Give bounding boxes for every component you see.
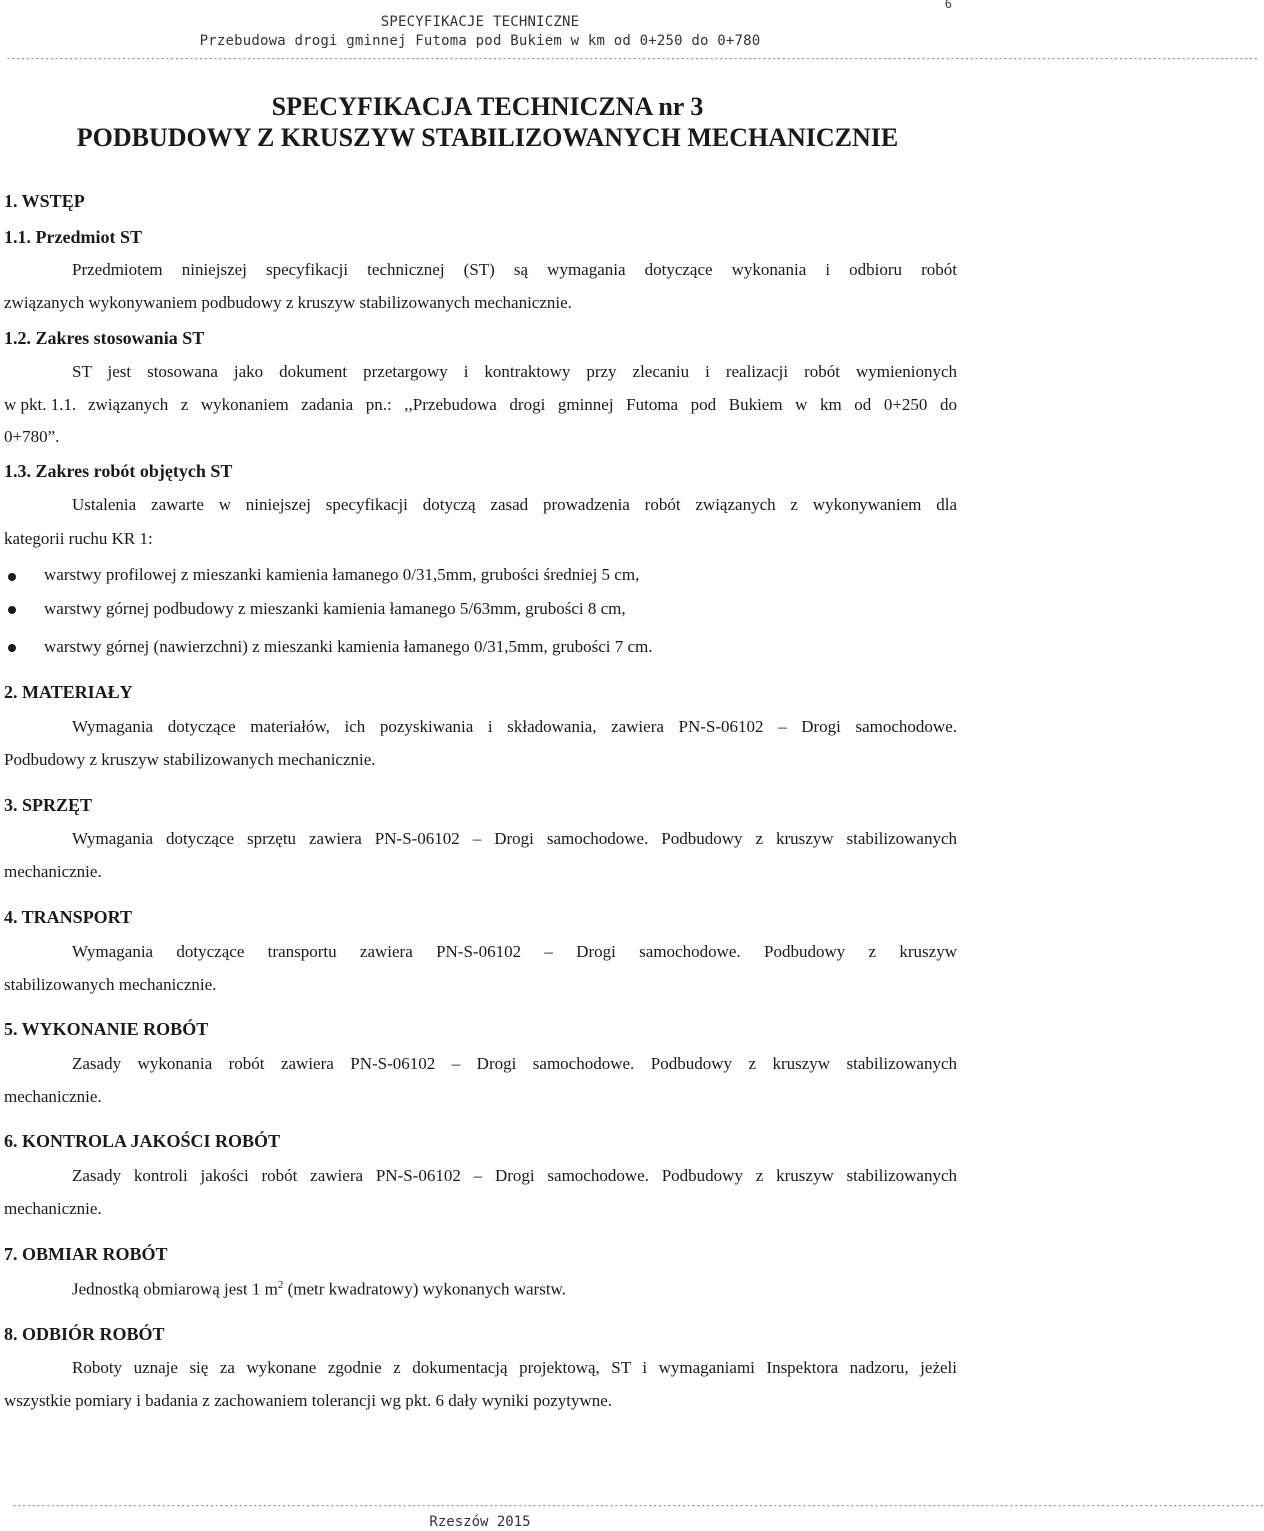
bullet-dot bbox=[8, 573, 16, 581]
section-8-line2: wszystkie pomiary i badania z zachowaniem tolerancji wg pkt. 6 dały wyniki pozytywne. bbox=[4, 1391, 613, 1410]
section-4-heading: 4. TRANSPORT bbox=[4, 907, 133, 927]
document-title-line1: SPECYFIKACJA TECHNICZNA nr 3 bbox=[271, 92, 704, 121]
section-8-heading: 8. ODBIÓR ROBÓT bbox=[4, 1324, 165, 1344]
section-2-line2: Podbudowy z kruszyw stabilizowanych mechanicznie. bbox=[4, 750, 376, 769]
section-1-2-line2: związanych z wykonaniem zadania pn.: ,,Przebudowa drogi gminnej Futoma pod Bukiem w km od 0+250 do bbox=[88, 395, 957, 414]
header-subtitle: Przebudowa drogi gminnej Futoma pod Bukiem w km od 0+250 do 0+780 bbox=[199, 33, 761, 49]
section-4-line1: Wymagania dotyczące transportu zawiera PN-S-06102 – Drogi samochodowe. Podbudowy z kruszyw bbox=[72, 942, 957, 961]
section-1-1-line1: Przedmiotem niniejszej specyfikacji technicznej (ST) są wymagania dotyczące wykonania i odbioru robót bbox=[72, 260, 957, 279]
section-3-line1: Wymagania dotyczące sprzętu zawiera PN-S-06102 – Drogi samochodowe. Podbudowy z kruszyw stabilizowanych bbox=[72, 829, 957, 848]
section-2-heading: 2. MATERIAŁY bbox=[4, 682, 133, 702]
section-1-2-pkt: w pkt. 1.1. bbox=[4, 395, 77, 414]
list-item: warstwy profilowej z mieszanki kamienia łamanego 0/31,5mm, grubości średniej 5 cm, bbox=[44, 565, 640, 584]
section-3-line2: mechanicznie. bbox=[4, 862, 102, 881]
section-2-line1: Wymagania dotyczące materiałów, ich pozyskiwania i składowania, zawiera PN-S-06102 – Drogi samochodowe. bbox=[72, 717, 957, 736]
footer-location-year: Rzeszów 2015 bbox=[429, 1514, 531, 1530]
bullet-dot bbox=[8, 606, 16, 614]
section-7-text-after: (metr kwadratowy) wykonanych warstw. bbox=[283, 1279, 566, 1299]
section-1-1-heading: 1.1. Przedmiot ST bbox=[4, 227, 142, 247]
section-4-line2: stabilizowanych mechanicznie. bbox=[4, 975, 217, 994]
section-5-heading: 5. WYKONANIE ROBÓT bbox=[4, 1019, 209, 1039]
section-6-line1: Zasady kontroli jakości robót zawiera PN-S-06102 – Drogi samochodowe. Podbudowy z kruszyw stabilizowanych bbox=[72, 1166, 957, 1185]
section-1-2-heading: 1.2. Zakres stosowania ST bbox=[4, 328, 205, 348]
section-5-line2: mechanicznie. bbox=[4, 1087, 102, 1106]
section-1-3-line1: Ustalenia zawarte w niniejszej specyfikacji dotyczą zasad prowadzenia robót związanych z wykonywaniem dla bbox=[72, 495, 957, 514]
section-3-heading: 3. SPRZĘT bbox=[4, 795, 93, 815]
section-1-1-line2: związanych wykonywaniem podbudowy z kruszyw stabilizowanych mechanicznie. bbox=[4, 293, 572, 312]
document-title-line2: PODBUDOWY Z KRUSZYW STABILIZOWANYCH MECHANICZNIE bbox=[76, 123, 899, 152]
header-divider: -------------------------------------------------------------------------------------------------------------------------------------------------------------------------------------------------------------------------------------------------------------------- bbox=[6, 54, 1259, 63]
section-5-line1: Zasady wykonania robót zawiera PN-S-06102 – Drogi samochodowe. Podbudowy z kruszyw stabilizowanych bbox=[72, 1054, 957, 1073]
section-1-2-line1: ST jest stosowana jako dokument przetargowy i kontraktowy przy zlecaniu i realizacji robót wymienionych bbox=[72, 362, 957, 381]
section-6-line2: mechanicznie. bbox=[4, 1199, 102, 1218]
bullet-dot bbox=[8, 644, 16, 652]
section-7-superscript: 2 bbox=[277, 1279, 284, 1291]
list-item: warstwy górnej podbudowy z mieszanki kamienia łamanego 5/63mm, grubości 8 cm, bbox=[44, 599, 626, 618]
section-7-line bbox=[72, 1279, 566, 1300]
section-1-heading: 1. WSTĘP bbox=[4, 191, 85, 211]
section-7-heading: 7. OBMIAR ROBÓT bbox=[4, 1244, 168, 1264]
header-title: SPECYFIKACJE TECHNICZNE bbox=[380, 14, 580, 30]
footer-divider: -------------------------------------------------------------------------------------------------------------------------------------------------------------------------------------------------------------------------------------------------------------------- bbox=[12, 1501, 1264, 1510]
list-item: warstwy górnej (nawierzchni) z mieszanki kamienia łamanego 0/31,5mm, grubości 7 cm. bbox=[44, 637, 653, 656]
section-8-line1: Roboty uznaje się za wykonane zgodnie z dokumentacją projektową, ST i wymaganiami Inspektora nadzoru, jeżeli bbox=[72, 1358, 957, 1377]
section-1-3-heading: 1.3. Zakres robót objętych ST bbox=[4, 461, 233, 481]
section-6-heading: 6. KONTROLA JAKOŚCI ROBÓT bbox=[4, 1131, 281, 1151]
section-7-text-before: Jednostką obmiarową jest 1 m bbox=[72, 1279, 278, 1299]
section-1-3-line2: kategorii ruchu KR 1: bbox=[4, 529, 153, 548]
page-number: 6 bbox=[944, 0, 952, 11]
section-1-2-line3: 0+780”. bbox=[4, 427, 60, 446]
